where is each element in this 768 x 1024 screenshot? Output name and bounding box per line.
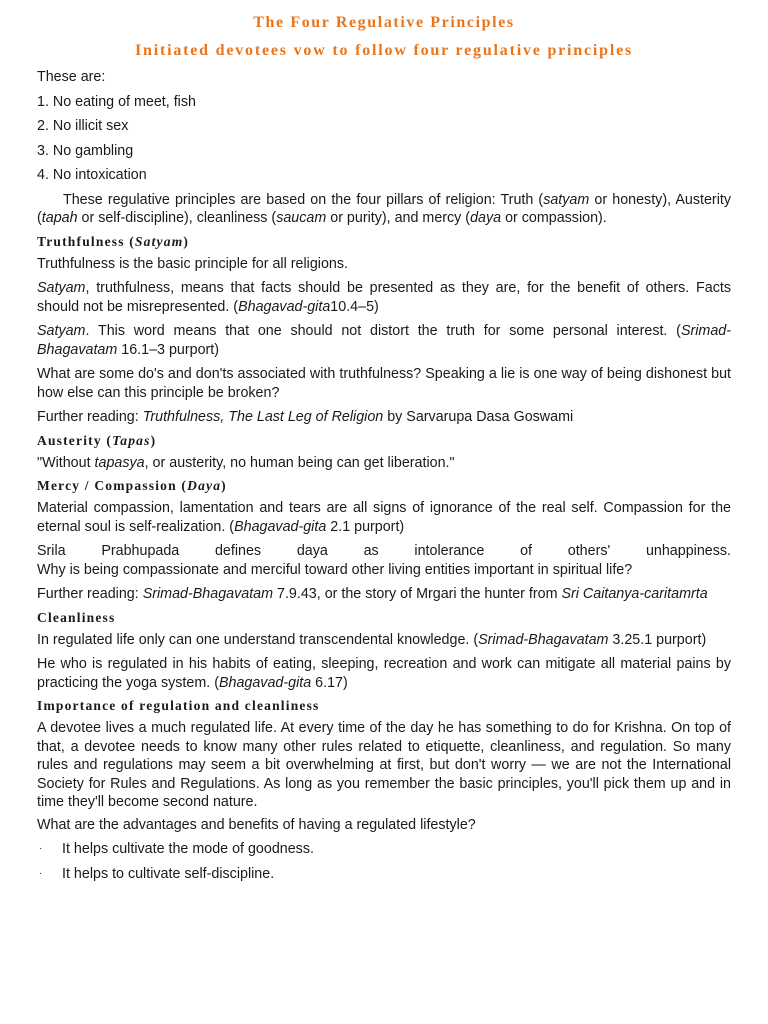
- truthfulness-further-reading: Further reading: Truthfulness, The Last Leg of Religion by Sarvarupa Dasa Goswami: [37, 409, 574, 425]
- mercy-p2: [37, 542, 731, 579]
- principle-2: 2. No illicit sex: [37, 118, 129, 134]
- truthfulness-p2: Satyam, truthfulness, means that facts should be presented as they are, for the benefit of others. Facts should not be misrepresented. (Bhagavad-gita10.4–5): [37, 280, 731, 315]
- truthfulness-p1: Truthfulness is the basic principle for all religions.: [37, 255, 348, 272]
- document-subtitle: Initiated devotees vow to follow four regulative principles: [134, 42, 634, 59]
- document-title: The Four Regulative Principles: [253, 14, 515, 31]
- mercy-further-reading: Further reading: Srimad-Bhagavatam 7.9.43, or the story of Mrgari the hunter from Sri Caitanya-caritamrta: [37, 586, 708, 602]
- mercy-p2-line1: Srila Prabhupada defines daya as intolerance of others' unhappiness.: [37, 543, 731, 559]
- bullet-icon: ·: [39, 867, 43, 879]
- austerity-p1: "Without tapasya, or austerity, no human being can get liberation.": [37, 454, 455, 471]
- document-page: [37, 10, 731, 883]
- regulation-p1: A devotee lives a much regulated life. At every time of the day he has something to do for Krishna. On top of that, a devotee needs to know many other rules related to etiquette, cleanliness, and regulation. So many rules and regulations may seem a bit overwhelming at first, but don't worry — we are not the International Society for Rules and Regulations. As long as you remember the basic principles, you'll pick them up and in time they'll become second nature.: [37, 720, 731, 810]
- principle-3: 3. No gambling: [37, 142, 134, 159]
- regulation-question: What are the advantages and benefits of having a regulated lifestyle?: [37, 816, 476, 833]
- truthfulness-p4: What are some do's and don'ts associated with truthfulness? Speaking a lie is one way of being dishonest but how else can this principle be broken?: [37, 366, 731, 401]
- cleanliness-p1: In regulated life only can one understand transcendental knowledge. (Srimad-Bhagavatam 3.25.1 purport): [37, 631, 707, 648]
- list-item: · It helps cultivate the mode of goodness.: [39, 841, 314, 857]
- intro-lead: These are:: [37, 69, 106, 85]
- cleanliness-heading: Cleanliness: [37, 609, 116, 625]
- mercy-p2-rest: Why is being compassionate and merciful toward other living entities important in spiritual life?: [37, 561, 633, 578]
- principle-4: 4. No intoxication: [37, 167, 147, 183]
- cleanliness-p2: He who is regulated in his habits of eating, sleeping, recreation and work can mitigate all material pains by practicing the yoga system. (Bhagavad-gita 6.17): [37, 656, 731, 691]
- principle-1: 1. No eating of meet, fish: [37, 93, 196, 110]
- truthfulness-heading: Truthfulness (Satyam): [37, 233, 190, 249]
- list-item: · It helps to cultivate self-discipline.: [39, 865, 275, 882]
- mercy-p1: Material compassion, lamentation and tears are all signs of ignorance of the real self. Compassion for the eternal soul is self-realization. (Bhagavad-gita 2.1 purport): [37, 500, 731, 535]
- regulation-heading: Importance of regulation and cleanliness: [37, 698, 320, 713]
- austerity-heading: Austerity (Tapas): [37, 432, 157, 448]
- mercy-heading: Mercy / Compassion (Daya): [37, 478, 227, 493]
- truthfulness-p3: Satyam. This word means that one should not distort the truth for some personal interest. (Srimad-Bhagavatam 16.1–3 purport): [37, 323, 731, 358]
- bullet-icon: ·: [39, 843, 43, 854]
- pillars-paragraph: These regulative principles are based on the four pillars of religion: Truth (satyam or honesty), Austerity (tapah or self-discipline), cleanliness (saucam or purity), and mercy (daya or compassion).: [37, 191, 731, 226]
